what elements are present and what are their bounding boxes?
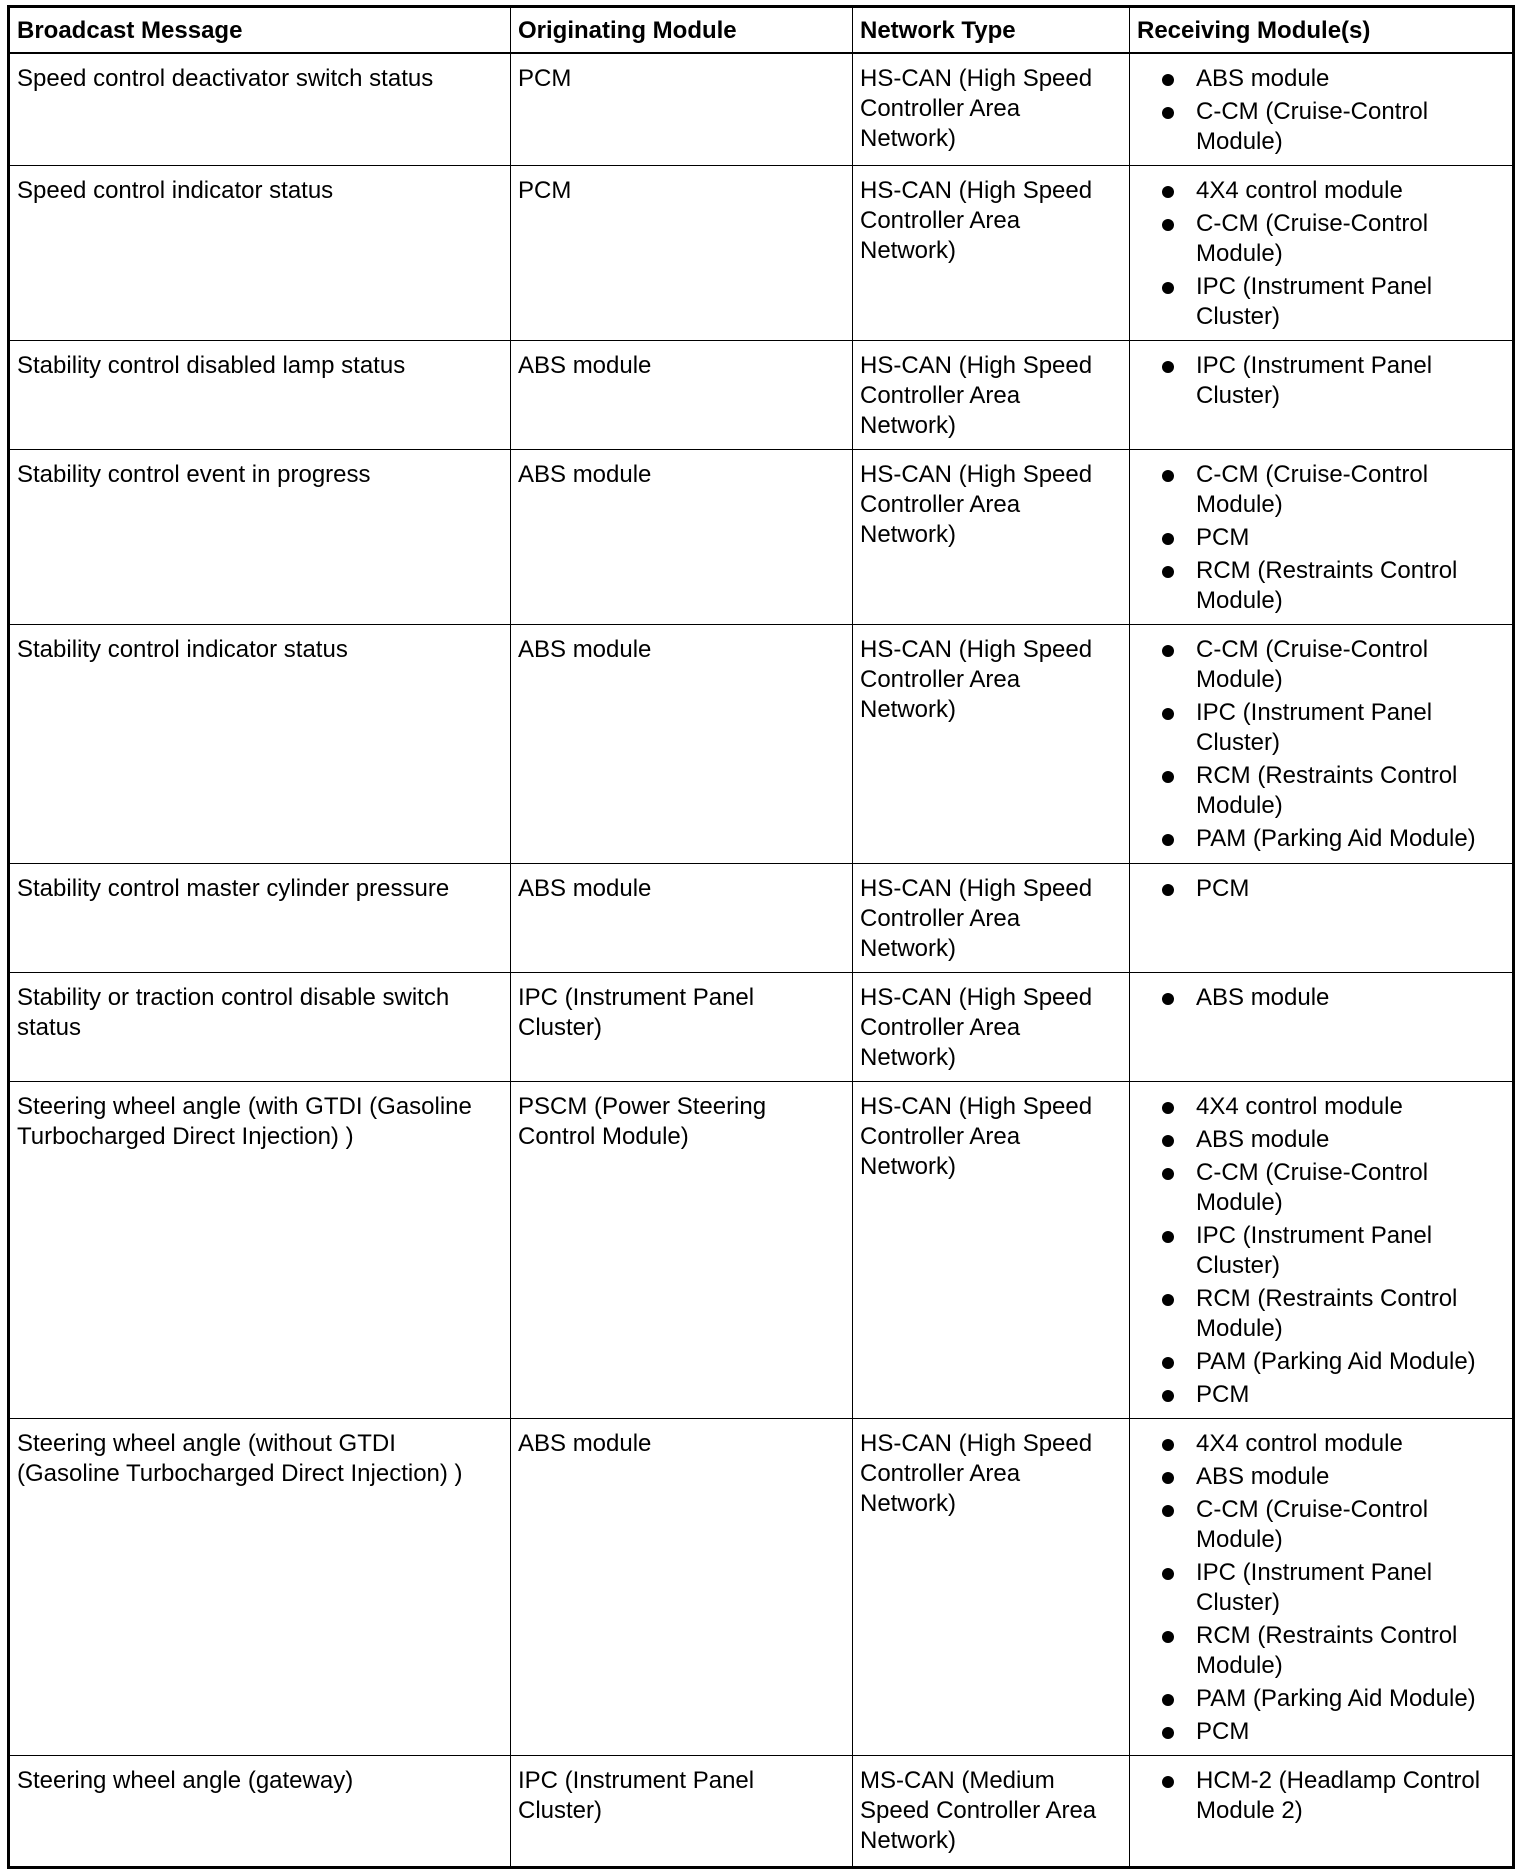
list-item	[1137, 1429, 1504, 1459]
receiving-module-label: ABS module	[1196, 1126, 1330, 1153]
broadcast-message-cell: Stability control indicator status	[9, 625, 511, 864]
network-type-cell: HS-CAN (High Speed Controller Area Network)	[853, 625, 1130, 864]
list-item	[1137, 1125, 1504, 1155]
receiving-modules-list	[1137, 1092, 1504, 1410]
originating-module-cell: ABS module	[511, 341, 853, 450]
receiving-modules-cell	[1130, 1082, 1514, 1419]
bullet-icon	[1162, 107, 1174, 119]
receiving-modules-cell	[1130, 53, 1514, 166]
bullet-icon	[1162, 1472, 1174, 1484]
list-item	[1137, 761, 1504, 821]
list-item	[1137, 1092, 1504, 1122]
bullet-icon	[1162, 1568, 1174, 1580]
bullet-icon	[1162, 282, 1174, 294]
receiving-modules-list	[1137, 351, 1504, 411]
broadcast-message-cell: Steering wheel angle (gateway)	[9, 1756, 511, 1868]
receiving-module-label: RCM (Restraints Control Module)	[1196, 1622, 1458, 1679]
receiving-modules-cell	[1130, 973, 1514, 1082]
bullet-icon	[1162, 771, 1174, 783]
list-item	[1137, 460, 1504, 520]
bullet-icon	[1162, 566, 1174, 578]
network-type-cell: HS-CAN (High Speed Controller Area Network)	[853, 973, 1130, 1082]
bullet-icon	[1162, 1727, 1174, 1739]
bullet-icon	[1162, 884, 1174, 896]
bullet-icon	[1162, 1505, 1174, 1517]
receiving-modules-cell	[1130, 166, 1514, 341]
receiving-modules-list	[1137, 1429, 1504, 1747]
network-type-cell: HS-CAN (High Speed Controller Area Network)	[853, 1082, 1130, 1419]
header-broadcast-message: Broadcast Message	[9, 7, 511, 54]
receiving-module-label: PCM	[1196, 1381, 1250, 1408]
list-item	[1137, 1462, 1504, 1492]
list-item	[1137, 1684, 1504, 1714]
bullet-icon	[1162, 1357, 1174, 1369]
list-item	[1137, 523, 1504, 553]
receiving-module-label: RCM (Restraints Control Module)	[1196, 762, 1458, 819]
table-header-row	[9, 7, 1514, 54]
list-item	[1137, 209, 1504, 269]
table-row	[9, 450, 1514, 625]
receiving-module-label: C-CM (Cruise-Control Module)	[1196, 98, 1429, 155]
receiving-modules-list	[1137, 460, 1504, 616]
broadcast-message-cell: Speed control deactivator switch status	[9, 53, 511, 166]
receiving-modules-cell	[1130, 341, 1514, 450]
receiving-modules-cell	[1130, 1419, 1514, 1756]
receiving-modules-cell	[1130, 1756, 1514, 1868]
list-item	[1137, 824, 1504, 854]
receiving-modules-cell	[1130, 864, 1514, 973]
bullet-icon	[1162, 1231, 1174, 1243]
network-type-cell: MS-CAN (Medium Speed Controller Area Network)	[853, 1756, 1130, 1868]
list-item	[1137, 983, 1504, 1013]
bullet-icon	[1162, 1390, 1174, 1402]
receiving-modules-list	[1137, 1766, 1504, 1826]
list-item	[1137, 556, 1504, 616]
table-row	[9, 1756, 1514, 1868]
originating-module-cell: PCM	[511, 166, 853, 341]
receiving-module-label: RCM (Restraints Control Module)	[1196, 557, 1458, 614]
list-item	[1137, 272, 1504, 332]
table-body	[9, 53, 1514, 1868]
broadcast-message-cell: Stability control disabled lamp status	[9, 341, 511, 450]
table-row	[9, 1082, 1514, 1419]
list-item	[1137, 1347, 1504, 1377]
table-row	[9, 53, 1514, 166]
receiving-module-label: PAM (Parking Aid Module)	[1196, 1685, 1476, 1712]
bullet-icon	[1162, 645, 1174, 657]
bullet-icon	[1162, 1694, 1174, 1706]
originating-module-cell: IPC (Instrument Panel Cluster)	[511, 973, 853, 1082]
bullet-icon	[1162, 708, 1174, 720]
list-item	[1137, 1621, 1504, 1681]
receiving-module-label: PCM	[1196, 1718, 1250, 1745]
receiving-module-label: PAM (Parking Aid Module)	[1196, 825, 1476, 852]
broadcast-message-cell: Speed control indicator status	[9, 166, 511, 341]
table-row	[9, 166, 1514, 341]
list-item	[1137, 1380, 1504, 1410]
network-type-cell: HS-CAN (High Speed Controller Area Network)	[853, 166, 1130, 341]
broadcast-message-cell: Stability control master cylinder pressure	[9, 864, 511, 973]
header-originating-module: Originating Module	[511, 7, 853, 54]
bullet-icon	[1162, 361, 1174, 373]
table-row	[9, 973, 1514, 1082]
receiving-modules-list	[1137, 983, 1504, 1013]
list-item	[1137, 1766, 1504, 1826]
bullet-icon	[1162, 1631, 1174, 1643]
list-item	[1137, 176, 1504, 206]
receiving-module-label: 4X4 control module	[1196, 1430, 1403, 1457]
bullet-icon	[1162, 1168, 1174, 1180]
receiving-module-label: ABS module	[1196, 65, 1330, 92]
header-receiving-modules: Receiving Module(s)	[1130, 7, 1514, 54]
bullet-icon	[1162, 834, 1174, 846]
bullet-icon	[1162, 1294, 1174, 1306]
list-item	[1137, 1158, 1504, 1218]
receiving-module-label: PCM	[1196, 875, 1250, 902]
list-item	[1137, 1495, 1504, 1555]
receiving-module-label: IPC (Instrument Panel Cluster)	[1196, 1222, 1433, 1279]
table-row	[9, 341, 1514, 450]
receiving-modules-list	[1137, 874, 1504, 904]
list-item	[1137, 874, 1504, 904]
receiving-module-label: ABS module	[1196, 1463, 1330, 1490]
bullet-icon	[1162, 1776, 1174, 1788]
table-row	[9, 625, 1514, 864]
bullet-icon	[1162, 470, 1174, 482]
list-item	[1137, 1284, 1504, 1344]
list-item	[1137, 64, 1504, 94]
receiving-module-label: C-CM (Cruise-Control Module)	[1196, 210, 1429, 267]
list-item	[1137, 698, 1504, 758]
network-type-cell: HS-CAN (High Speed Controller Area Network)	[853, 53, 1130, 166]
receiving-module-label: RCM (Restraints Control Module)	[1196, 1285, 1458, 1342]
receiving-modules-list	[1137, 64, 1504, 157]
list-item	[1137, 1717, 1504, 1747]
receiving-module-label: IPC (Instrument Panel Cluster)	[1196, 352, 1433, 409]
originating-module-cell: PCM	[511, 53, 853, 166]
originating-module-cell: PSCM (Power Steering Control Module)	[511, 1082, 853, 1419]
table-row	[9, 1419, 1514, 1756]
receiving-module-label: C-CM (Cruise-Control Module)	[1196, 461, 1429, 518]
receiving-modules-list	[1137, 176, 1504, 332]
receiving-module-label: 4X4 control module	[1196, 1093, 1403, 1120]
originating-module-cell: IPC (Instrument Panel Cluster)	[511, 1756, 853, 1868]
receiving-module-label: HCM-2 (Headlamp Control Module 2)	[1196, 1767, 1481, 1824]
receiving-module-label: PAM (Parking Aid Module)	[1196, 1348, 1476, 1375]
receiving-module-label: PCM	[1196, 524, 1250, 551]
receiving-modules-cell	[1130, 450, 1514, 625]
originating-module-cell: ABS module	[511, 450, 853, 625]
receiving-modules-cell	[1130, 625, 1514, 864]
bullet-icon	[1162, 993, 1174, 1005]
network-type-cell: HS-CAN (High Speed Controller Area Network)	[853, 864, 1130, 973]
broadcast-message-cell: Stability or traction control disable switch status	[9, 973, 511, 1082]
bullet-icon	[1162, 1102, 1174, 1114]
receiving-module-label: 4X4 control module	[1196, 177, 1403, 204]
receiving-module-label: C-CM (Cruise-Control Module)	[1196, 1159, 1429, 1216]
receiving-module-label: C-CM (Cruise-Control Module)	[1196, 1496, 1429, 1553]
list-item	[1137, 1558, 1504, 1618]
broadcast-message-cell: Stability control event in progress	[9, 450, 511, 625]
originating-module-cell: ABS module	[511, 1419, 853, 1756]
broadcast-message-cell: Steering wheel angle (with GTDI (Gasoline Turbocharged Direct Injection) )	[9, 1082, 511, 1419]
originating-module-cell: ABS module	[511, 864, 853, 973]
bullet-icon	[1162, 219, 1174, 231]
list-item	[1137, 635, 1504, 695]
receiving-modules-list	[1137, 635, 1504, 854]
receiving-module-label: IPC (Instrument Panel Cluster)	[1196, 273, 1433, 330]
network-type-cell: HS-CAN (High Speed Controller Area Network)	[853, 1419, 1130, 1756]
list-item	[1137, 351, 1504, 411]
table-row	[9, 864, 1514, 973]
broadcast-message-cell: Steering wheel angle (without GTDI (Gasoline Turbocharged Direct Injection) )	[9, 1419, 511, 1756]
broadcast-message-table	[7, 5, 1515, 1869]
bullet-icon	[1162, 1439, 1174, 1451]
receiving-module-label: C-CM (Cruise-Control Module)	[1196, 636, 1429, 693]
network-type-cell: HS-CAN (High Speed Controller Area Network)	[853, 450, 1130, 625]
network-type-cell: HS-CAN (High Speed Controller Area Network)	[853, 341, 1130, 450]
receiving-module-label: IPC (Instrument Panel Cluster)	[1196, 1559, 1433, 1616]
bullet-icon	[1162, 74, 1174, 86]
originating-module-cell: ABS module	[511, 625, 853, 864]
list-item	[1137, 97, 1504, 157]
receiving-module-label: IPC (Instrument Panel Cluster)	[1196, 699, 1433, 756]
bullet-icon	[1162, 1135, 1174, 1147]
bullet-icon	[1162, 533, 1174, 545]
list-item	[1137, 1221, 1504, 1281]
receiving-module-label: ABS module	[1196, 984, 1330, 1011]
header-network-type: Network Type	[853, 7, 1130, 54]
bullet-icon	[1162, 186, 1174, 198]
